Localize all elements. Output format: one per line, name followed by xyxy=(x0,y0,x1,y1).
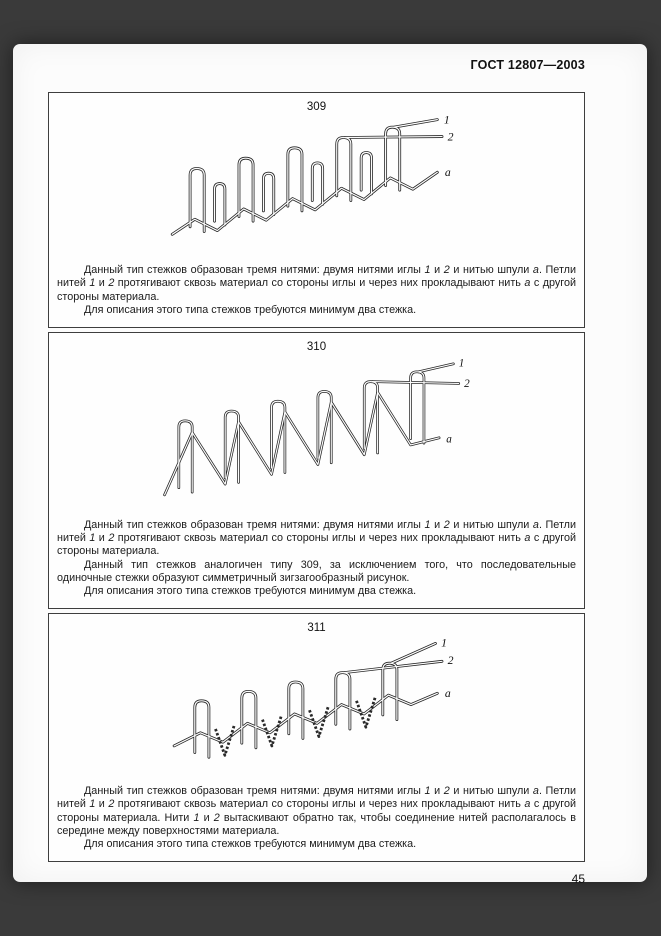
thread-label-a: a xyxy=(444,166,451,180)
description-paragraph: Для описания этого типа стежков требуются минимум два стежка. xyxy=(84,838,417,851)
description-paragraph: Данный тип стежков образован тремя нитями: двумя нитями иглы 1 и 2 и нитью шпули а. Петли нитей 1 и 2 протягивают сквозь материал со стороны иглы и через них прокладывают нить а с другой стороны материала. Нити 1 и 2 вытаскивают обратно так, чтобы соединение нитей располагалось в середине между поверхностями материала. xyxy=(57,784,577,837)
thread-label-2: 2 xyxy=(447,653,454,667)
description-paragraph: Данный тип стежков образован тремя нитями: двумя нитями иглы 1 и 2 и нитью шпули а. Петли нитей 1 и 2 протягивают сквозь материал со стороны иглы и через них прокладывают нить а с другой стороны материала. xyxy=(57,518,577,558)
page-number: 45 xyxy=(571,871,585,886)
stitch-diagram-311 xyxy=(157,635,477,776)
diagram-labels xyxy=(443,114,453,179)
stitch-diagram-309 xyxy=(157,114,477,255)
stitch-type-section-309 xyxy=(48,92,585,328)
thread-label-a: a xyxy=(444,686,451,700)
thread-label-1: 1 xyxy=(443,114,450,127)
diagram-wrapper xyxy=(57,635,576,781)
document-header: ГОСТ 12807—2003 xyxy=(470,58,585,72)
description-paragraph: Данный тип стежков образован тремя нитями: двумя нитями иглы 1 и 2 и нитью шпули а. Петли нитей 1 и 2 протягивают сквозь материал со стороны иглы и через них прокладывают нить а с другой стороны материала. xyxy=(57,264,577,303)
stitch-type-section-311 xyxy=(48,613,585,862)
thread-label-2: 2 xyxy=(447,130,454,144)
diagram-labels xyxy=(446,357,470,445)
stitch-type-number: 310 xyxy=(306,340,327,353)
stitch-type-number: 309 xyxy=(306,101,327,113)
diagram-labels xyxy=(441,636,454,700)
diagram-wrapper xyxy=(57,114,576,260)
description-paragraph: Данный тип стежков аналогичен типу 309, за исключением того, что последовательные одиночные стежки образуют симметричный зигзагообразный рисунок. xyxy=(57,558,576,584)
thread-label-a: a xyxy=(445,432,452,445)
stitch-type-number: 311 xyxy=(307,621,326,634)
page-content xyxy=(48,92,585,862)
description-paragraph: Для описания этого типа стежков требуются минимум два стежка. xyxy=(84,304,417,317)
thread-label-1: 1 xyxy=(458,356,464,369)
thread-label-1: 1 xyxy=(440,636,447,650)
document-page xyxy=(13,44,647,886)
diagram-wrapper xyxy=(57,354,576,515)
description-paragraph: Для описания этого типа стежков требуются минимум два стежка. xyxy=(84,585,417,598)
stitch-diagram-310 xyxy=(152,354,482,510)
stitch-type-section-310 xyxy=(48,332,585,609)
thread-label-2: 2 xyxy=(463,377,470,390)
